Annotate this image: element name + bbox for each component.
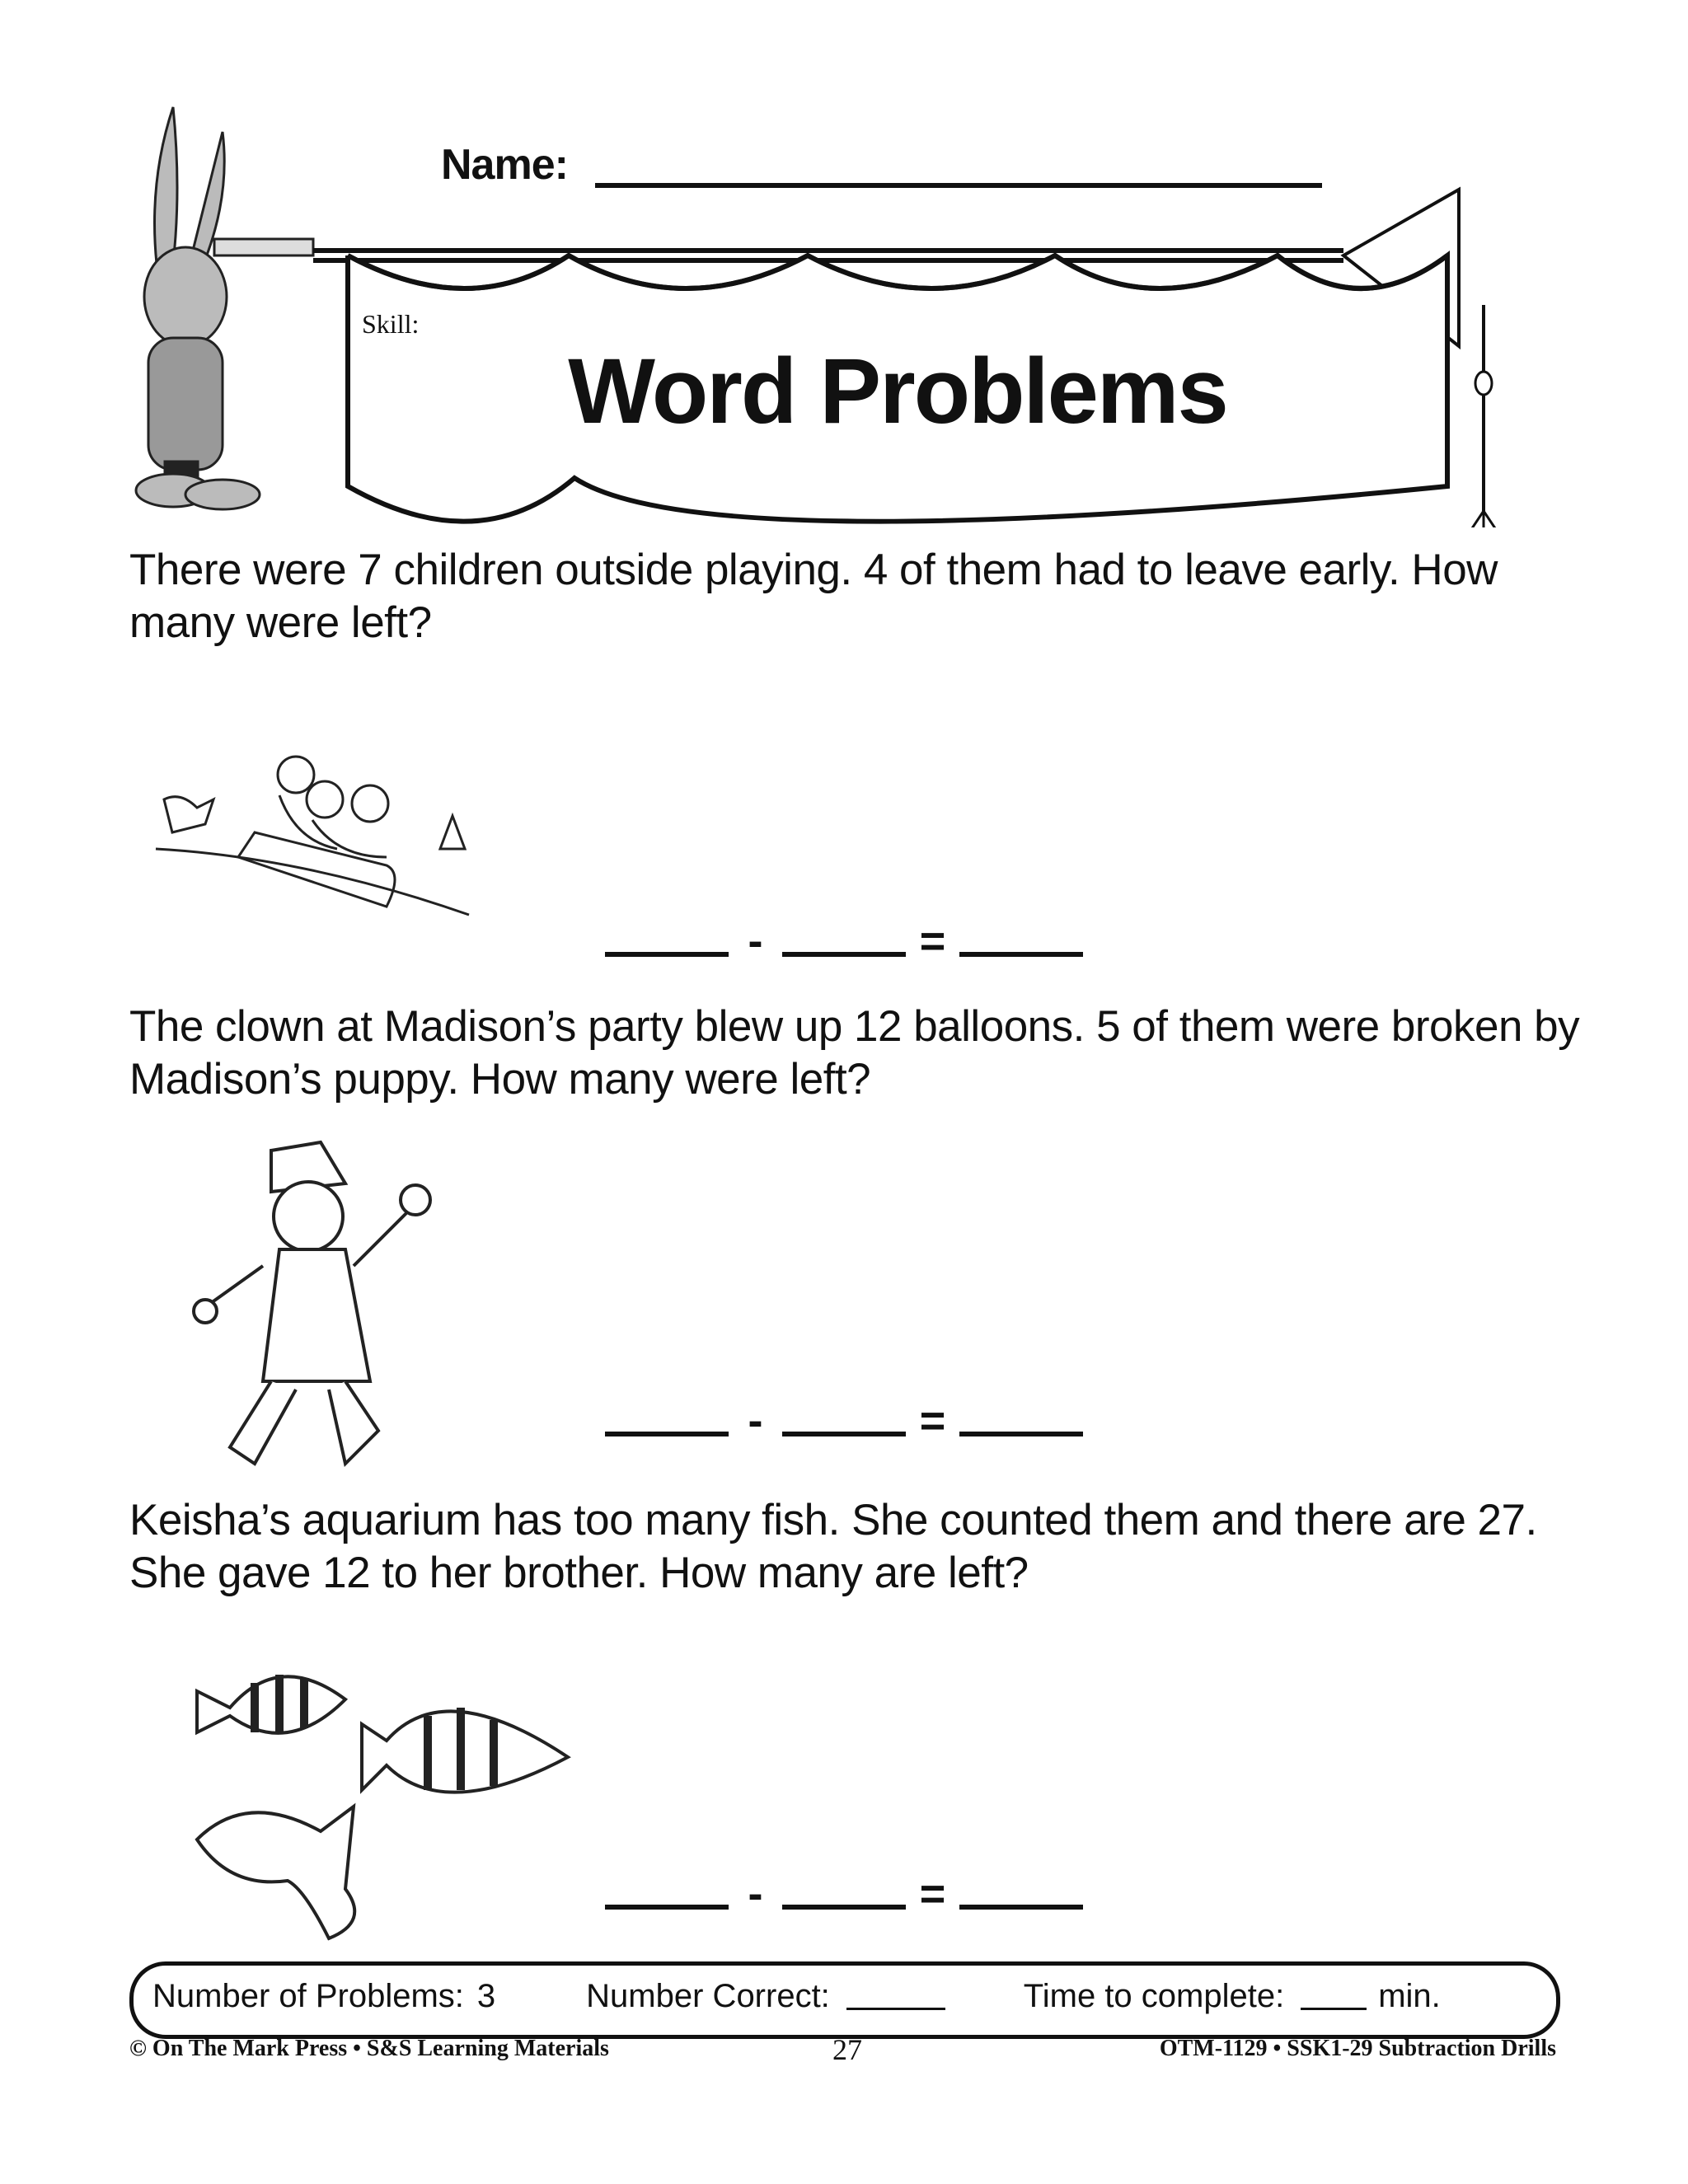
answer-equation-3 (605, 1869, 1083, 1919)
publisher-credit: © On The Mark Press • S&S Learning Materials (129, 2036, 609, 2061)
rabbit-trumpet-banner-illustration (124, 99, 1566, 527)
minus-sign: - (748, 1396, 763, 1446)
answer-blank-subtrahend[interactable] (782, 1905, 906, 1910)
problem-1-text: There were 7 children outside playing. 4 of them had to leave early. How many were left? (129, 546, 1498, 647)
minus-sign: - (748, 1869, 763, 1919)
score-row (152, 1978, 1537, 2015)
equals-sign: = (919, 1869, 946, 1919)
children-sledding-icon (139, 717, 481, 919)
answer-blank-result[interactable] (959, 1432, 1083, 1436)
skill-label: Skill: (362, 309, 420, 339)
problem-3-text: Keisha’s aquarium has too many fish. She counted them and there are 27. She gave 12 to her brother. How many are left? (129, 1496, 1537, 1597)
product-code: OTM-1129 • SSK1-29 Subtraction Drills (1159, 2036, 1556, 2061)
problem-2-text: The clown at Madison’s party blew up 12 balloons. 5 of them were broken by Madison’s puppy. How many were left? (129, 1002, 1580, 1104)
answer-blank-result[interactable] (959, 1905, 1083, 1910)
answer-blank-subtrahend[interactable] (782, 952, 906, 957)
minus-sign: - (748, 916, 763, 966)
clown-icon (181, 1134, 440, 1476)
answer-blank-result[interactable] (959, 952, 1083, 957)
time-unit: min. (1378, 1978, 1441, 2014)
num-correct-blank[interactable] (846, 1983, 945, 2010)
page-title: Word Problems (568, 340, 1227, 443)
answer-equation-2 (605, 1396, 1083, 1446)
answer-blank-subtrahend[interactable] (782, 1432, 906, 1436)
time-label: Time to complete: (1023, 1978, 1285, 2014)
equals-sign: = (919, 916, 946, 966)
num-problems-value: 3 (476, 1978, 496, 2014)
answer-blank-minuend[interactable] (605, 1432, 729, 1436)
answer-blank-minuend[interactable] (605, 952, 729, 957)
name-label: Name: (441, 141, 568, 189)
name-input-line[interactable] (595, 183, 1322, 188)
answer-blank-minuend[interactable] (605, 1905, 729, 1910)
num-problems-label: Number of Problems: (152, 1978, 464, 2014)
page-number: 27 (832, 2033, 862, 2066)
fish-icon (181, 1642, 572, 1943)
rabbit-icon (136, 107, 313, 509)
equals-sign: = (919, 1396, 946, 1446)
answer-equation-1 (605, 916, 1083, 966)
num-correct-label: Number Correct: (586, 1978, 830, 2014)
time-blank[interactable] (1301, 1983, 1367, 2010)
